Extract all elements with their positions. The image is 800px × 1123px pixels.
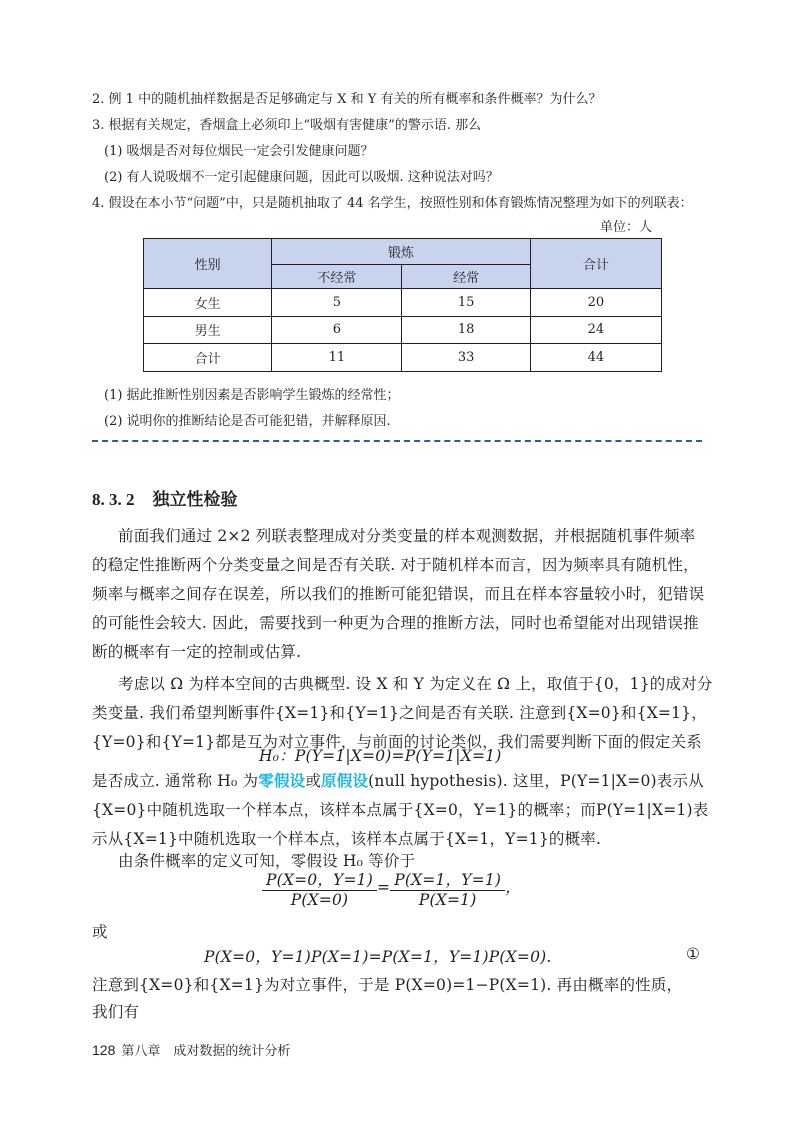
cell: 44: [530, 344, 661, 372]
header-exercise: 锻炼: [272, 239, 531, 265]
fraction-right: [390, 868, 505, 909]
table-row: [144, 344, 662, 372]
fraction-left: [262, 868, 377, 909]
header-gender: 性别: [144, 239, 272, 289]
exercise-4: 4. 假设在本小节“问题”中，只是随机抽取了 44 名学生，按照性别和体育锻炼情况整理为如下的列联表：: [92, 196, 693, 211]
exercise-3-2: (2) 有人说吸烟不一定引起健康问题，因此可以吸烟. 这种说法对吗？: [104, 170, 499, 185]
para3-text-b: (null hypothesis). 这里，P(Y=1|X=0)表示从: [368, 772, 704, 790]
para3-line: 示从{X=1}中随机选取一个样本点，该样本点属于{X=1，Y=1}的概率.: [92, 830, 602, 848]
denominator: P(X=1): [418, 891, 477, 909]
row-label: 男生: [144, 316, 272, 344]
row-label: 合计: [144, 344, 272, 372]
cell: 24: [530, 316, 661, 344]
para3-line: {X=0}中随机选取一个样本点，该样本点属于{X=0，Y=1}的概率；而P(Y=1|X=1)表: [92, 801, 709, 819]
cell: 6: [272, 316, 402, 344]
row-label: 女生: [144, 289, 272, 317]
equals-sign: =: [377, 878, 391, 897]
cell: 18: [402, 316, 530, 344]
table-row: [144, 289, 662, 317]
header-total: 合计: [530, 239, 661, 289]
contingency-table: [143, 238, 662, 372]
para3-line1: [92, 769, 704, 791]
para4: 由条件概率的定义可知，零假设 H₀ 等价于: [118, 852, 416, 870]
or-text: 或: [92, 923, 108, 941]
fraction-equation: [262, 868, 521, 909]
equation-number: ①: [686, 945, 701, 963]
para5-line: 我们有: [92, 1003, 140, 1021]
exercise-3: 3. 根据有关规定，香烟盒上必须印上“吸烟有害健康”的警示语. 那么: [92, 118, 482, 133]
header-often: 经常: [402, 265, 530, 289]
cell: 11: [272, 344, 402, 372]
section-heading: [92, 485, 238, 510]
header-not-often: 不经常: [272, 265, 402, 289]
table-row: [144, 316, 662, 344]
cell: 5: [272, 289, 402, 317]
numerator: P(X=0，Y=1): [262, 868, 377, 891]
exercise-4-1: (1) 据此推断性别因素是否影响学生锻炼的经常性；: [104, 388, 400, 403]
para1-line: 的稳定性推断两个分类变量之间是否有关联. 对于随机样本而言，因为频率具有随机性，: [92, 556, 699, 574]
chapter-title: 第八章 成对数据的统计分析: [121, 1044, 291, 1059]
comma: ，: [505, 878, 521, 897]
keyword-or: 或: [305, 772, 322, 790]
para2-line: {Y=0}和{Y=1}都是互为对立事件，与前面的讨论类似，我们需要判断下面的假定关系: [92, 733, 703, 751]
exercise-2: 2. 例 1 中的随机抽样数据是否足够确定与 X 和 Y 有关的所有概率和条件概率？为什么？: [92, 92, 602, 107]
page-footer: [92, 1040, 290, 1059]
section-number: 8. 3. 2: [92, 490, 135, 509]
cell: 33: [402, 344, 530, 372]
para2-line: 类变量. 我们希望判断事件{X=1}和{Y=1}之间是否有关联. 注意到{X=0}和{X=1}，: [92, 704, 707, 722]
para5-line: 注意到{X=0}和{X=1}为对立事件，于是 P(X=0)=1−P(X=1). 再由概率的性质，: [92, 976, 683, 994]
para1-line: 断的概率有一定的控制或估算.: [92, 643, 302, 661]
numerator: P(X=1，Y=1): [390, 868, 505, 891]
null-hypothesis-equation: H₀：P(Y=1|X=0)=P(Y=1|X=1): [259, 747, 502, 765]
para1-line: 频率与概率之间存在误差，所以我们的推断可能犯错误，而且在样本容量较小时，犯错误: [92, 585, 705, 603]
cell: 15: [402, 289, 530, 317]
keyword-original-hypothesis: 原假设: [321, 772, 369, 790]
cell: 20: [530, 289, 661, 317]
denominator: P(X=0): [290, 891, 349, 909]
keyword-null-hypothesis: 零假设: [258, 772, 306, 790]
para3-text-a: 是否成立. 通常称 H₀ 为: [92, 772, 259, 790]
table-unit: 单位：人: [600, 220, 653, 235]
exercise-3-1: (1) 吸烟是否对每位烟民一定会引发健康问题？: [104, 144, 374, 159]
section-divider: [92, 440, 702, 442]
para1-line: 前面我们通过 2×2 列联表整理成对分类变量的样本观测数据，并根据随机事件频率: [118, 527, 696, 545]
para2-line: 考虑以 Ω 为样本空间的古典概型. 设 X 和 Y 为定义在 Ω 上，取值于{0，1}的成对分: [118, 675, 713, 693]
page-number: 128: [92, 1042, 116, 1058]
section-title: 独立性检验: [152, 490, 238, 510]
para1-line: 的可能性会较大. 因此，需要找到一种更为合理的推断方法，同时也希望能对出现错误推: [92, 614, 699, 632]
exercise-4-2: (2) 说明你的推断结论是否可能犯错，并解释原因.: [104, 414, 391, 429]
equation-1: P(X=0，Y=1)P(X=1)=P(X=1，Y=1)P(X=0).: [204, 948, 552, 966]
